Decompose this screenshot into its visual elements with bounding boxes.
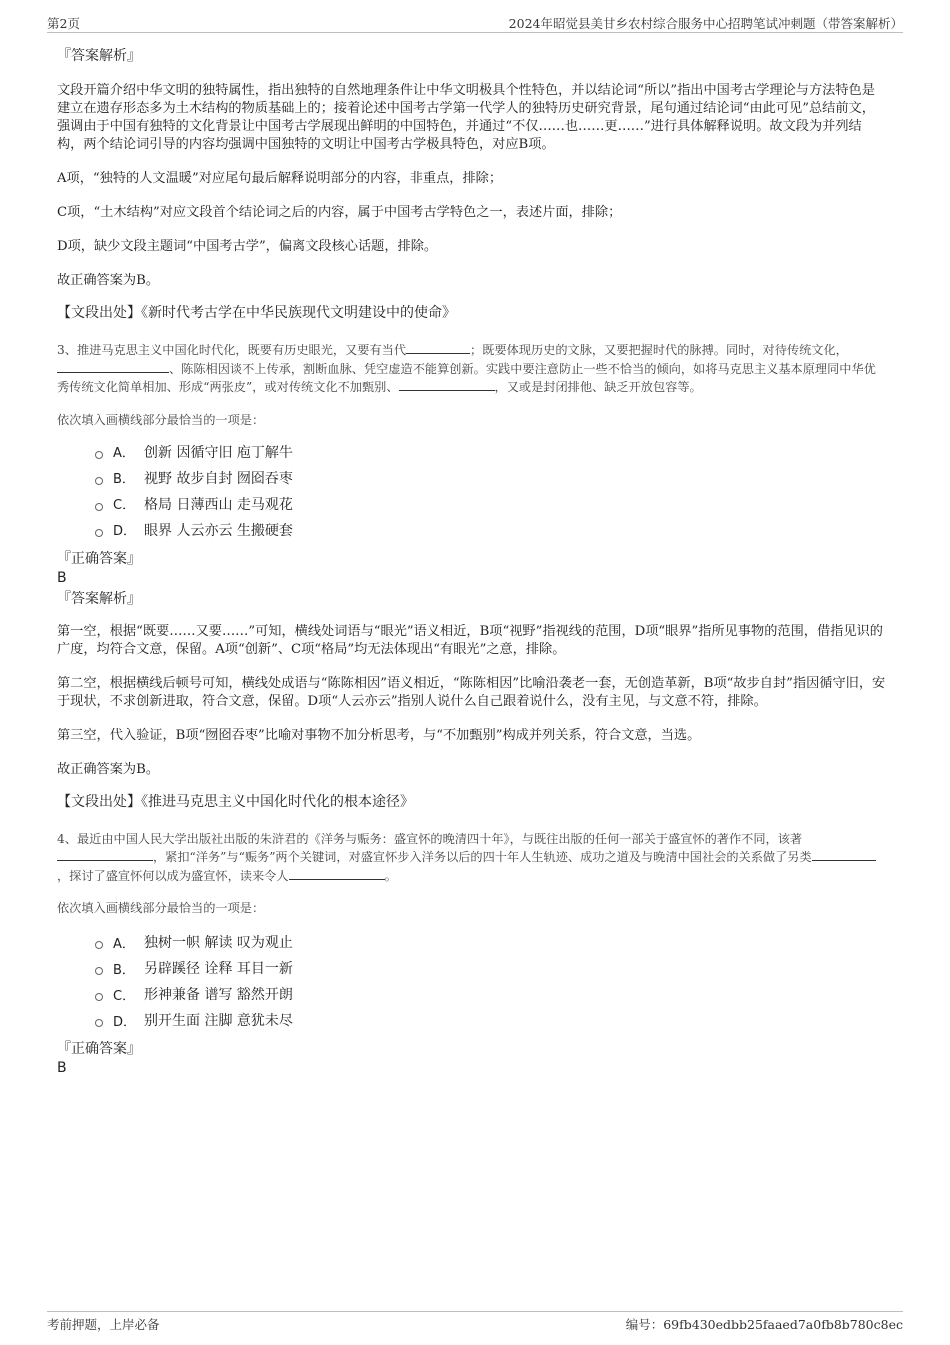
option-text: 创新 因循守旧 庖丁解牛 <box>144 444 293 461</box>
q2-source: 【文段出处】《新时代考古学在中华民族现代文明建设中的使命》 <box>57 305 456 321</box>
q3-option-d[interactable] <box>95 517 887 543</box>
q3-blank-3 <box>399 378 495 391</box>
document-id: 编号：69fb430edbb25faaed7a0fb8b780c8ec <box>625 1317 903 1332</box>
radio-icon[interactable] <box>95 529 103 537</box>
q3-option-a[interactable] <box>95 439 887 465</box>
q3-analysis-p3: 第三空，代入验证，B项“囫囵吞枣”比喻对事物不加分析思考，与“不加甄别”构成并列关系，符合文意，当选。 <box>57 727 701 743</box>
q3-blank-2 <box>57 360 169 373</box>
q2-analysis-p3: C项，“土木结构”对应文段首个结论词之后的内容，属于中国考古学特色之一，表述片面，排除； <box>57 205 622 220</box>
q4-option-d[interactable] <box>95 1007 887 1033</box>
option-key: C． <box>113 498 136 513</box>
q4-answer-label: 『正确答案』 <box>57 1041 141 1057</box>
q4-option-c[interactable] <box>95 981 887 1007</box>
radio-icon[interactable] <box>95 967 103 975</box>
q4-prompt: 依次填入画横线部分最恰当的一项是： <box>57 901 265 915</box>
q3-stem-part1: 3、推进马克思主义中国化时代化，既要有历史眼光，又要有当代 <box>57 343 407 357</box>
q4-blank-2 <box>812 848 876 861</box>
option-text: 眼界 人云亦云 生搬硬套 <box>144 522 293 539</box>
q2-analysis-p2: A项，“独特的人文温暖”对应尾句最后解释说明部分的内容，非重点，排除； <box>57 171 503 186</box>
radio-icon[interactable] <box>95 1019 103 1027</box>
option-text: 独树一帜 解读 叹为观止 <box>144 935 293 951</box>
q3-option-c[interactable] <box>95 491 887 517</box>
q2-analysis-p1: 文段开篇介绍中华文明的独特属性，指出独特的自然地理条件让中华文明极具个性特色，并以结论词“所以”指出中国考古学理论与方法特色是建立在遗存形态多为土木结构的物质基础上的；接着论述中国考古学第一代学人的独特历史研究背景，尾句通过结论词“由此可见”总结前文，强调由于中国有独特的文化背景让中国考古学展现出鲜明的中国特色，并通过“不仅……也……更……”进行具体解释说明。故文段为并列结构，两个结论词引导的内容均强调中国独特的文明让中国考古学极具特色，对应B项。 <box>57 83 875 152</box>
q3-answer-label: 『正确答案』 <box>57 550 141 567</box>
q2-analysis-p4: D项，缺少文段主题词“中国考古学”，偏离文段核心话题，排除。 <box>57 239 438 254</box>
q3-options <box>95 439 887 543</box>
q3-prompt: 依次填入画横线部分最恰当的一项是： <box>57 412 265 427</box>
option-text: 别开生面 注脚 意犹未尽 <box>144 1013 293 1029</box>
page-content <box>57 44 887 1077</box>
option-text: 形神兼备 谱写 豁然开朗 <box>144 987 293 1003</box>
q4-stem-part2: ，紧扣“洋务”与“赈务”两个关键词，对盛宣怀步入洋务以后的四十年人生轨迹、成功之道及与晚清中国社会的关系做了另类 <box>153 850 812 864</box>
q3-blank-1 <box>406 341 470 354</box>
radio-icon[interactable] <box>95 451 103 459</box>
q4-option-a[interactable] <box>95 929 887 955</box>
option-text: 视野 故步自封 囫囵吞枣 <box>144 470 293 487</box>
q3-conclusion: 故正确答案为B。 <box>57 761 160 777</box>
footer-slogan: 考前押题，上岸必备 <box>47 1317 160 1332</box>
radio-icon[interactable] <box>95 503 103 511</box>
q3-analysis-p1: 第一空，根据“既要……又要……”可知，横线处词语与“眼光”语义相近，B项“视野”指视线的范围，D项“眼界”指所见事物的范围，借指见识的广度，均符合文意，保留。A项“创新”、C项“格局”均无法体现出“有眼光”之意，排除。 <box>57 623 883 657</box>
q4-stem-part4: 。 <box>384 868 397 883</box>
option-key: D． <box>113 1014 137 1030</box>
q3-source: 【文段出处】《推进马克思主义中国化时代化的根本途径》 <box>57 793 414 810</box>
q4-stem-part1: 4、最近由中国人民大学出版社出版的朱浒君的《洋务与赈务：盛宣怀的晚清四十年》，与既往出版的任何一部关于盛宣怀的著作不同，该著 <box>57 831 803 846</box>
option-key: D． <box>113 524 137 539</box>
option-key: A． <box>113 936 135 952</box>
option-text: 格局 日薄西山 走马观花 <box>144 496 293 513</box>
radio-icon[interactable] <box>95 993 103 1001</box>
page-footer <box>47 1311 903 1332</box>
option-key: B． <box>113 962 135 978</box>
q3-stem <box>57 341 887 397</box>
q4-answer: B <box>57 1060 67 1076</box>
radio-icon[interactable] <box>95 477 103 485</box>
q4-options <box>95 929 887 1033</box>
option-key: A． <box>113 446 135 461</box>
q3-option-b[interactable] <box>95 465 887 491</box>
q4-blank-1 <box>57 848 153 861</box>
q3-answer: B <box>57 569 67 586</box>
q3-stem-part4: ，又或是封闭排他、缺乏开放包容等。 <box>494 380 702 394</box>
q3-stem-part2: ；既要体现历史的文脉，又要把握时代的脉搏。同时，对待传统文化， <box>470 343 848 357</box>
q2-analysis-label: 『答案解析』 <box>57 48 141 64</box>
page-header <box>47 12 903 33</box>
q3-stem-part3: 、陈陈相因谈不上传承，割断血脉、凭空虚造不能算创新。实践中要注意防止一些不恰当的倾向，如将马克思主义基本原理同中华优秀传统文化简单相加、形成“两张皮”，或对传统文化不加甄别、 <box>57 361 876 394</box>
document-title: 2024年昭觉县美甘乡农村综合服务中心招聘笔试冲刺题（带答案解析） <box>508 16 903 31</box>
option-key: C． <box>113 988 136 1004</box>
radio-icon[interactable] <box>95 941 103 949</box>
q4-blank-3 <box>289 867 385 880</box>
q4-stem-part3: ，探讨了盛宣怀何以成为盛宣怀，读来令人 <box>57 868 289 883</box>
q4-stem <box>57 830 887 886</box>
option-key: B． <box>113 472 135 487</box>
page-number: 第2页 <box>47 16 80 31</box>
q3-analysis-label: 『答案解析』 <box>57 590 141 607</box>
q2-conclusion: 故正确答案为B。 <box>57 273 160 288</box>
q4-option-b[interactable] <box>95 955 887 981</box>
option-text: 另辟蹊径 诠释 耳目一新 <box>144 961 293 977</box>
q3-analysis-p2: 第二空，根据横线后顿号可知，横线处成语与“陈陈相因”语义相近，“陈陈相因”比喻沿袭老一套，无创造革新，B项“故步自封”指因循守旧，安于现状，不求创新进取，符合文意，保留。D项“人云亦云”指别人说什么自己跟着说什么，没有主见，与文意不符，排除。 <box>57 675 886 709</box>
